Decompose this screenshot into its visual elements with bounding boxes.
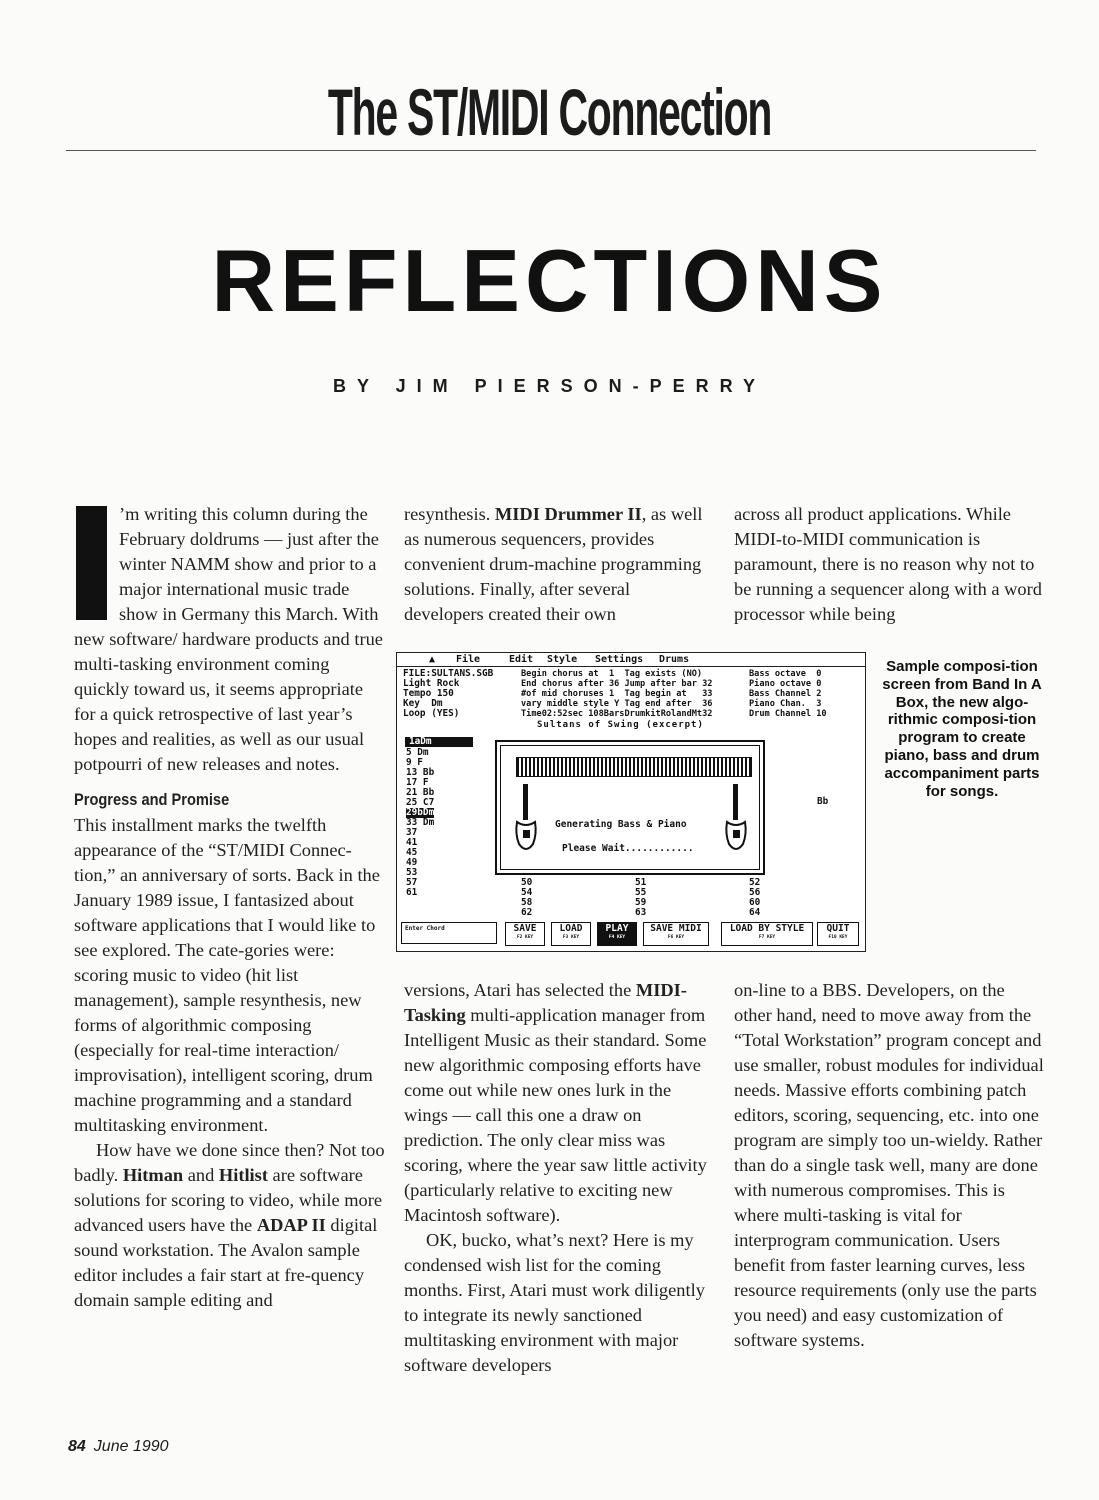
product-name: ADAP II: [256, 1215, 326, 1235]
chorus-info: Begin chorus at 1 Tag exists (NO) End chorus after 36 Jump after bar 32 #of mid choruses 1 Tag begin at 33 vary middle style Y Tag end after 36 Time02:52sec 108BarsDrumkitRolandMt32: [521, 669, 713, 719]
section-title: The ST/MIDI Connection: [327, 75, 772, 149]
atari-logo-icon: ▲: [429, 654, 436, 665]
paragraph: across all product applications. While MIDI-to-MIDI communication is paramount, there is no reason why not to be running a sequencer along with a word processor while being: [734, 504, 1042, 624]
product-name: MIDI Drummer II: [494, 504, 642, 524]
status-text: Please Wait............: [562, 843, 694, 854]
highlighted-bar: 29bDm: [406, 807, 435, 818]
guitar-icon: [513, 782, 539, 856]
menu-item-edit: Edit: [509, 654, 534, 665]
paragraph: OK, bucko, what’s next? Here is my condensed wish list for the coming months. First, Atari must work diligently to integrate its newly sanctioned multitasking environment with major software developers: [404, 1230, 705, 1375]
bar-list: 50 54 58 62: [521, 877, 533, 918]
column-2-bottom: [404, 978, 714, 1378]
page-footer: [68, 1436, 169, 1458]
product-name: Hitlist: [218, 1165, 268, 1185]
channel-info: Bass octave 0 Piano octave 0 Bass Channel 2 Piano Chan. 3 Drum Channel 10: [749, 669, 827, 719]
paragraph: versions, Atari has selected the MIDI-Tasking multi-application manager from Intelligent Music as their standard. Some new algorithmic composing efforts have come out while new ones lurk in the wings — call this one a draw on prediction. The only clear miss was scoring, where the year saw little activity (particularly relative to exciting new Macintosh software).: [404, 980, 707, 1225]
intro-paragraph: ’m writing this column during the February doldrums — just after the winter NAMM show and prior to a major international music trade show in Germany this March. With new software/ hardware products and true multi-tasking environment coming quickly toward us, it seems appropriate for a quick retrospective of last year’s hopes and realities, as well as our usual potpourri of new releases and notes.: [74, 504, 383, 774]
menu-item-drums: Drums: [659, 654, 690, 665]
piano-keyboard-icon: [516, 757, 752, 777]
chord-label: Bb: [817, 796, 829, 807]
bar-list: 52 56 60 64: [749, 877, 761, 918]
article-headline: REFLECTIONS: [211, 231, 888, 330]
subhead-progress-and-promise: Progress and Promise: [74, 790, 230, 809]
bar-list: 33 Dm 37 41 45 49 53 57 61: [406, 817, 435, 898]
song-info: FILE:SULTANS.SGB Light Rock Tempo 150 Key Dm Loop (YES): [403, 668, 494, 719]
save-button: SAVE F2 KEY: [505, 922, 545, 946]
drop-cap-i: I: [76, 506, 107, 620]
load-button: LOAD F3 KEY: [551, 922, 591, 946]
column-1: [74, 502, 386, 1313]
status-text: Generating Bass & Piano: [555, 819, 687, 830]
byline: BY JIM PIERSON-PERRY: [332, 376, 767, 396]
column-3-top: [734, 502, 1046, 627]
figure-caption: Sample composi-tion screen from Band In A Box, the new algo-rithmic composi-tion program to create piano, bass and drum accompaniment parts for songs.: [882, 658, 1042, 800]
paragraph: How have we done since then? Not too badly. Hitman and Hitlist are software solutions for scoring to video, while more advanced users have the ADAP II digital sound workstation. The Avalon sample editor includes a fair start at fre-quency domain sample editing and: [74, 1140, 385, 1310]
selected-bar: 1aDm: [405, 737, 473, 747]
bar-list: 51 55 59 63: [635, 877, 647, 918]
product-name: MIDI-Tasking: [404, 980, 687, 1025]
menu-item-file: File: [456, 654, 481, 665]
paragraph: This installment marks the twelfth appearance of the “ST/MIDI Connec-tion,” an anniversary of sorts. Back in the January 1989 issue, I fantasized about software applications that I would like to see explored. The cate-gories were: scoring music to video (hit list management), sample resynthesis, new forms of algorithmic composing (especially for real-time interaction/ improvisation), intelligent scoring, drum machine programming and a standard multitasking environment.: [74, 815, 380, 1135]
quit-button: QUIT F10 KEY: [817, 922, 859, 946]
enter-chord-field: Enter Chord: [401, 922, 497, 944]
menu-item-style: Style: [547, 654, 578, 665]
menu-item-settings: Settings: [595, 654, 644, 665]
guitar-icon: [723, 782, 749, 856]
column-2-top: [404, 502, 714, 627]
column-3-bottom: [734, 978, 1046, 1353]
progress-dialog: [495, 740, 765, 875]
band-in-a-box-screenshot: [396, 652, 866, 952]
save-midi-button: SAVE MIDI F6 KEY: [643, 922, 709, 946]
play-button: PLAY F4 KEY: [597, 922, 637, 946]
load-by-style-button: LOAD BY STYLE F7 KEY: [721, 922, 813, 946]
product-name: Hitman: [122, 1165, 184, 1185]
page-number: 84: [68, 1438, 86, 1455]
issue-date: June 1990: [93, 1438, 169, 1455]
bar-list: 5 Dm 9 F 13 Bb 17 F 21 Bb 25 C7: [406, 747, 435, 808]
paragraph: on-line to a BBS. Developers, on the other hand, need to move away from the “Total Workstation” program concept and use smaller, robust modules for individual needs. Massive efforts combining patch editors, scoring, sequencing, etc. into one program are simply too un-wieldy. Rather than do a single task well, many are done with numerous compromises. This is where multi-tasking is vital for interprogram communication. Users benefit from faster learning curves, less resource requirements (only use the parts you need) and easy customization of software systems.: [734, 980, 1044, 1350]
song-title: Sultans of Swing (excerpt): [537, 720, 704, 730]
menu-bar: [397, 653, 865, 667]
paragraph: resynthesis. MIDI Drummer II, as well as numerous sequencers, provides convenient drum-machine programming solutions. Finally, after several developers created their own: [404, 504, 703, 624]
header-rule: [66, 150, 1036, 151]
